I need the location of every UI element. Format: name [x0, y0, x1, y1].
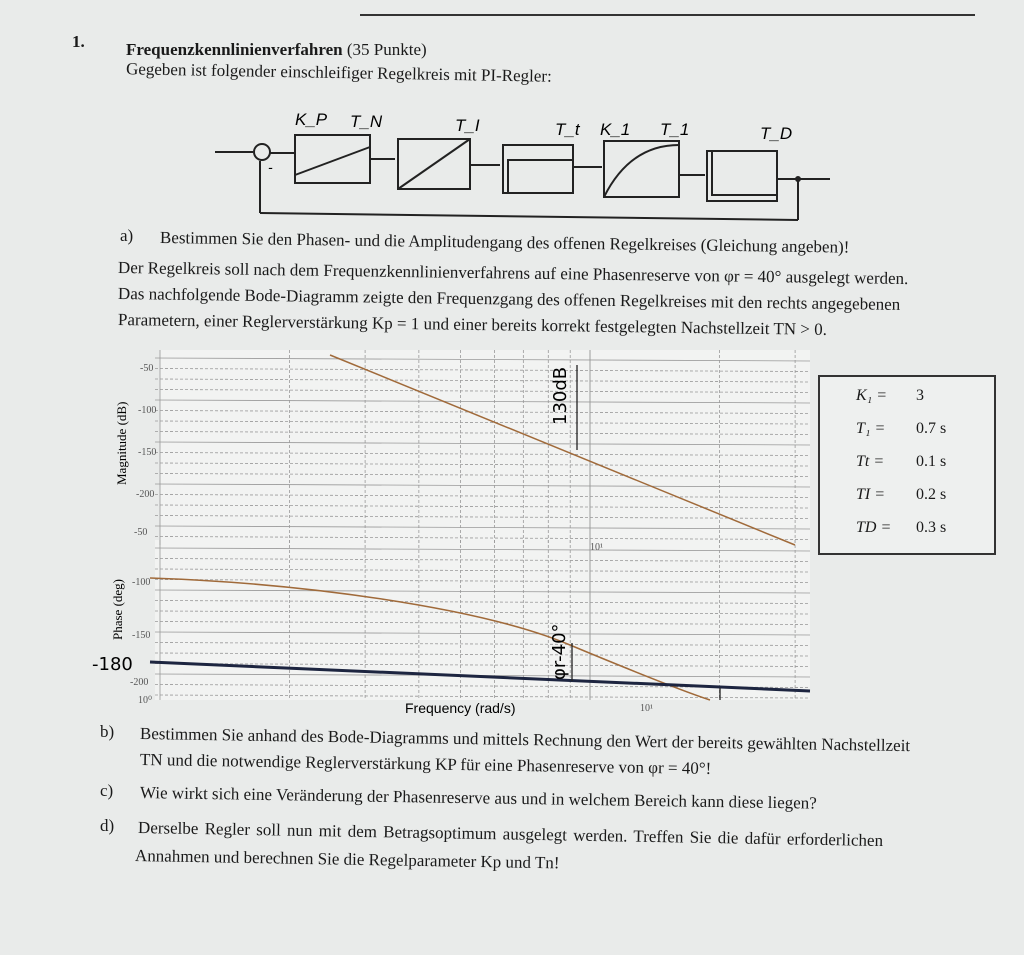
label-tt: T_t [555, 120, 580, 139]
mag-tick: -150 [138, 447, 157, 458]
para-line-1: Der Regelkreis soll nach dem Frequenzkennlinienverfahrens auf eine Phasenreserve von φr = 40° ausgelegt werden. [117, 258, 909, 289]
param-name: TI = [856, 486, 886, 503]
annotation-minus-180: -180 [92, 654, 133, 675]
label-k1: K_1 [600, 120, 631, 139]
param-name: T₁ = [856, 420, 886, 437]
param-value: 3 [916, 387, 924, 404]
question-intro: Gegeben ist folgender einschleifiger Regelkreis mit PI-Regler: [125, 59, 552, 86]
x-tick: 10¹ [640, 703, 653, 714]
mag-tick: -50 [140, 363, 154, 374]
phase-tick: -100 [132, 577, 151, 588]
phase-tick: -50 [134, 527, 148, 538]
phase-tick: -150 [132, 630, 151, 641]
label-td: T_D [760, 124, 793, 143]
annotation-phase-margin: φr-40° [549, 623, 570, 680]
question-title [126, 40, 427, 60]
part-b-line-1: Bestimmen Sie anhand des Bode-Diagramms und mittels Rechnung den Wert der bereits gewählten Nachstellzeit [139, 724, 911, 756]
param-value: 0.1 s [916, 453, 947, 470]
question-number: 1. [72, 32, 85, 51]
title-text: Frequenzkennlinienverfahren [126, 40, 343, 59]
minus-sign: - [268, 159, 273, 175]
phase-tick: -200 [130, 677, 149, 688]
label-t1: T_1 [660, 120, 690, 139]
top-rule [360, 14, 975, 16]
magnitude-axis-label: Magnitude (dB) [114, 401, 129, 485]
mag-tick: -100 [138, 405, 157, 416]
points: (35 Punkte) [346, 40, 427, 59]
x-tick: 10¹ [590, 542, 603, 553]
para-line-2: Das nachfolgende Bode-Diagramm zeigte den Frequenzgang des offenen Regelkreises mit den rechts angegebenen [117, 284, 901, 314]
part-b-line-2: TN und die notwendige Reglerverstärkung KP für eine Phasenreserve von φr = 40°! [139, 750, 712, 778]
param-name: Tt = [856, 453, 885, 470]
x-tick: 10⁰ [138, 695, 153, 706]
part-c-text: Wie wirkt sich eine Veränderung der Phasenreserve aus und in welchem Bereich kann diese liegen? [139, 783, 817, 813]
param-name: TD = [856, 519, 892, 536]
part-d-label: d) [100, 816, 115, 835]
part-c-label: c) [100, 781, 114, 800]
label-kp: K_P [295, 110, 328, 129]
label-tn: T_N [350, 112, 383, 131]
param-value: 0.7 s [916, 420, 947, 437]
para-line-3: Parametern, einer Reglerverstärkung Kp = 1 und einer bereits korrekt festgelegten Nachstellzeit TN > 0. [117, 310, 828, 339]
param-name: K₁ = [856, 387, 888, 404]
phase-axis-label: Phase (deg) [110, 578, 125, 640]
label-ti: T_I [455, 116, 480, 135]
bode-diagram [92, 345, 820, 720]
x-axis-label: Frequency (rad/s) [405, 700, 516, 716]
part-a-text: Bestimmen Sie den Phasen- und die Amplitudengang des offenen Regelkreises (Gleichung angeben)! [159, 228, 850, 257]
mag-tick: -200 [136, 489, 155, 500]
part-d-line-2: Annahmen und berechnen Sie die Regelparameter Kp und Tn! [134, 846, 560, 873]
annotation-130db: 130dB [550, 366, 571, 425]
parameter-box [818, 375, 996, 555]
part-d-line-1: Derselbe Regler soll nun mit dem Betragsoptimum ausgelegt werden. Treffen Sie die dafür erforderlichen [137, 818, 884, 851]
param-value: 0.2 s [916, 486, 947, 503]
part-a-label: a) [120, 226, 134, 245]
param-value: 0.3 s [916, 519, 947, 536]
block-diagram [210, 105, 840, 225]
part-b-label: b) [100, 722, 115, 741]
